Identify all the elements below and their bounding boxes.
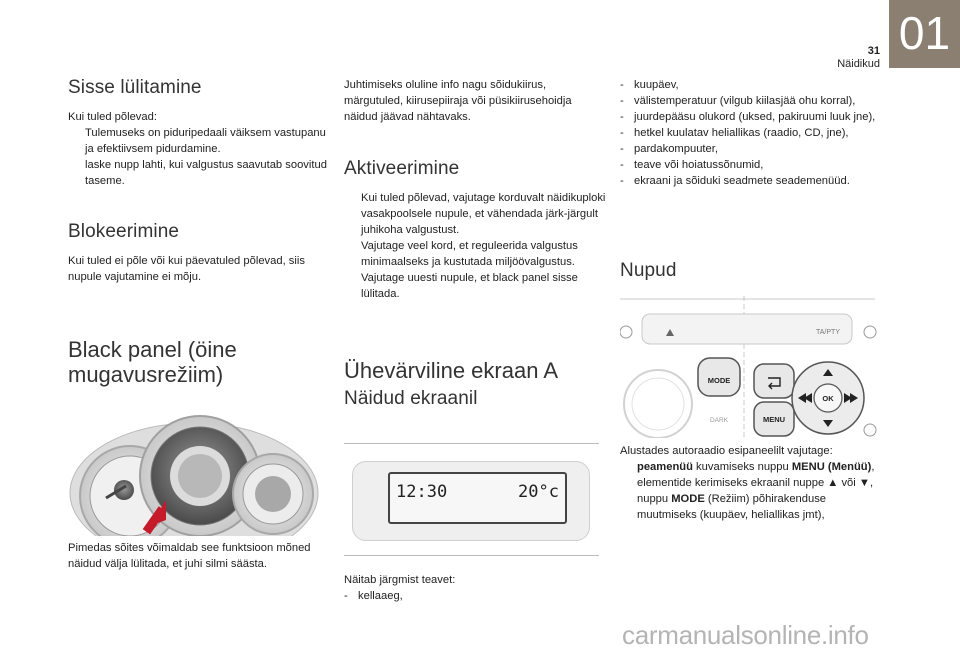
info-item-3: - juurdepääsu olukord (uksed, pakiruumi luuk jne), (620, 111, 876, 123)
menu-label: MENU (762, 415, 786, 424)
tapty-label: TA/PTY (816, 329, 840, 336)
info-item-2: - välistemperatuur (vilgub kiilasjää ohu korral), (620, 95, 856, 107)
radio-panel-illustration (620, 296, 882, 438)
heading-nupud: Nupud (620, 260, 677, 281)
lcd-screen (388, 472, 567, 524)
display-figure (344, 443, 599, 556)
info-item-1: - kuupäev, (620, 79, 679, 91)
akt-item-3: Vajutage uuesti nupule, et black panel sisse lülitada. (361, 272, 578, 300)
info-list (620, 77, 882, 189)
heading-blokeerimine: Blokeerimine (68, 221, 180, 242)
blok-text: Kui tuled ei põle või kui päevatuled põlevad, siis nupule vajutamine ei mõju. (68, 255, 305, 283)
back-button[interactable] (754, 364, 794, 398)
heading-black-panel: Black panel (öine mugavusrežiim) (68, 337, 237, 387)
instrument-cluster-figure (68, 398, 326, 536)
cluster-illustration (68, 398, 326, 536)
intro-text: Juhtimiseks oluline info nagu sõidukiirus, märgutuled, kiirusepiiraja või püsikiirusehoidja näidud jäävad nähtavaks. (344, 79, 572, 123)
dark-label: DARK (709, 417, 729, 424)
info-item-7: - ekraani ja sõiduki seadmete seademenüüd. (620, 175, 850, 187)
figure-divider (344, 443, 599, 444)
akt-item-1: Kui tuled põlevad, vajutage korduvalt näidikuploki vasakpoolsele nupule, et vähendada järk-järgult juhikoha valgustust. (361, 192, 606, 236)
nupud-item-2: elementide kerimiseks ekraanil nuppe ▲ või ▼, (637, 477, 874, 489)
sisse-item-2: laske nupp lahti, kui valgustus saavutab soovitud taseme. (85, 159, 327, 187)
heading-monochrome-screen: Ühevärviline ekraan A (344, 358, 559, 383)
sisse-intro: Kui tuled põlevad: (68, 111, 157, 123)
black-panel-text: Pimedas sõites võimaldab see funktsioon mõned näidud välja lülitada, et juhi silmi säästa. (68, 542, 311, 570)
shows-text: Näitab järgmist teavet: (344, 574, 456, 586)
figure-divider (344, 555, 599, 556)
akt-item-2: Vajutage veel kord, et reguleerida valgustus minimaalseks ja kustutada miljöövalgustus. (361, 240, 578, 268)
watermark: carmanualsonline.info (622, 620, 869, 650)
heading-naidud-ekraanil: Näidud ekraanil (344, 388, 478, 409)
radio-panel-figure (620, 296, 882, 438)
display-temperature: 20°c (518, 482, 559, 502)
heading-aktiveerimine: Aktiveerimine (344, 158, 460, 179)
page-number: 31 (867, 45, 880, 57)
sisse-item-1: Tulemuseks on piduripedaali väiksem vastupanu ja efektiivsem pidurdamine. (85, 127, 326, 155)
ok-label: OK (822, 394, 834, 403)
chapter-tab: 01 (889, 0, 960, 68)
alust-text: Alustades autoraadio esipaneelilt vajutage: (620, 445, 833, 457)
display-time: 12:30 (396, 482, 448, 502)
nupud-text (620, 443, 882, 523)
shows-item-1: - kellaaeg, (344, 590, 403, 602)
section-name: Näidikud (837, 58, 880, 70)
mode-label: MODE (707, 376, 731, 385)
info-item-4: - hetkel kuulatav heliallikas (raadio, CD, jne), (620, 127, 849, 139)
info-item-6: - teave või hoiatussõnumid, (620, 159, 764, 171)
sisse-block (68, 109, 330, 189)
nupud-item-3: nuppu MODE (Režiim) põhirakenduse muutmiseks (kuupäev, heliallikas jmt), (637, 493, 827, 521)
info-item-5: - pardakompuuter, (620, 143, 718, 155)
heading-sisse: Sisse lülitamine (68, 77, 202, 98)
akt-list (344, 190, 606, 302)
nupud-item-1: peamenüü kuvamiseks nuppu MENU (Menüü), (637, 461, 875, 473)
